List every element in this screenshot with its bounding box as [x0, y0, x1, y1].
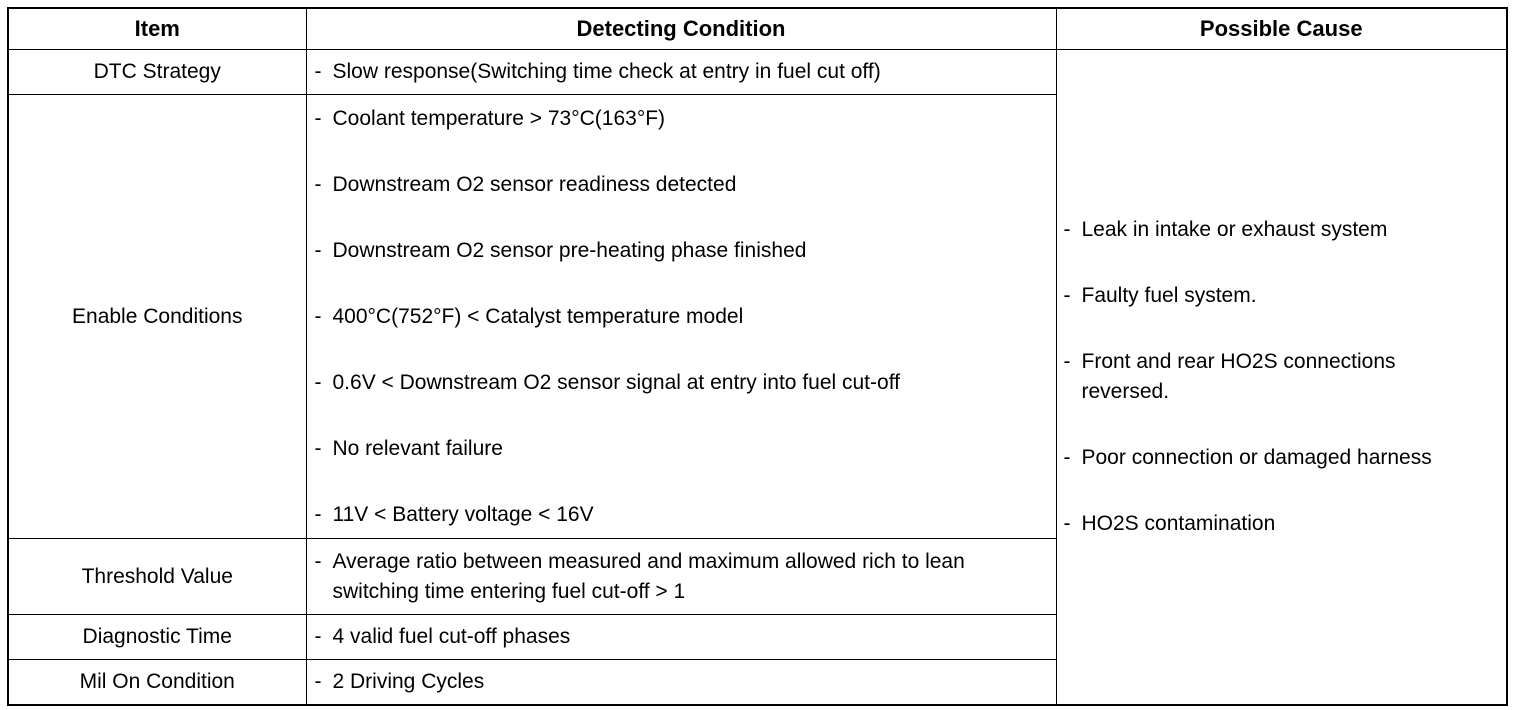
bullet-dash: -	[314, 549, 322, 573]
bullet-dash: -	[1063, 217, 1071, 241]
row-dtc-strategy	[8, 50, 1507, 95]
condition-line	[315, 236, 1056, 266]
bullet-dash: -	[314, 625, 322, 648]
cause-line	[1064, 443, 1507, 473]
condition-cell	[306, 615, 1056, 660]
possible-cause-cell	[1056, 50, 1507, 705]
condition-cell	[306, 95, 1056, 539]
bullet-dash: -	[314, 502, 322, 526]
header-possible-cause: Possible Cause	[1056, 8, 1507, 50]
bullet-dash: -	[1063, 511, 1071, 535]
bullet-dash: -	[1063, 445, 1071, 469]
item-dtc-strategy: DTC Strategy	[8, 50, 306, 95]
header-row	[8, 8, 1507, 50]
header-item: Item	[8, 8, 306, 50]
bullet-dash: -	[314, 669, 322, 693]
cause-text: Front and rear HO2S connections reversed.	[1081, 349, 1396, 403]
bullet-dash: -	[314, 370, 322, 394]
cause-line	[1064, 509, 1507, 539]
bullet-dash: -	[314, 106, 322, 130]
condition-line	[315, 368, 1056, 398]
bullet-dash: -	[314, 304, 322, 328]
bullet-dash: -	[1063, 283, 1071, 307]
cause-line	[1064, 347, 1507, 407]
condition-text: 11V < Battery voltage < 16V	[332, 502, 594, 526]
condition-cell	[306, 660, 1056, 705]
bullet-dash: -	[1063, 349, 1071, 373]
condition-line	[315, 57, 1056, 87]
item-diagnostic-time: Diagnostic Time	[8, 615, 306, 660]
cause-line	[1064, 281, 1507, 311]
cause-text: HO2S contamination	[1081, 511, 1276, 535]
condition-text: No relevant failure	[332, 436, 503, 460]
condition-line	[315, 667, 1056, 697]
condition-line	[315, 622, 1056, 652]
condition-line	[315, 547, 1056, 607]
cause-text: Poor connection or damaged harness	[1081, 445, 1432, 469]
header-detecting-condition: Detecting Condition	[306, 8, 1056, 50]
condition-text: 2 Driving Cycles	[332, 669, 485, 693]
condition-cell	[306, 539, 1056, 615]
condition-text: Slow response(Switching time check at entry in fuel cut off)	[332, 60, 881, 83]
bullet-dash: -	[314, 172, 322, 196]
cause-text: Leak in intake or exhaust system	[1081, 217, 1388, 241]
bullet-dash: -	[314, 60, 322, 83]
bullet-dash: -	[314, 436, 322, 460]
condition-line	[315, 500, 1056, 530]
condition-text: Average ratio between measured and maximum allowed rich to lean switching time entering fuel cut-off > 1	[332, 549, 965, 603]
condition-line	[315, 302, 1056, 332]
item-enable-conditions: Enable Conditions	[8, 95, 306, 539]
diagnostic-spec-table	[7, 7, 1508, 706]
condition-text: 400°C(752°F) < Catalyst temperature model	[332, 304, 744, 328]
condition-cell	[306, 50, 1056, 95]
cause-line	[1064, 215, 1507, 245]
condition-line	[315, 170, 1056, 200]
condition-text: Downstream O2 sensor readiness detected	[332, 172, 737, 196]
item-threshold-value: Threshold Value	[8, 539, 306, 615]
cause-text: Faulty fuel system.	[1081, 283, 1257, 307]
condition-line	[315, 104, 1056, 134]
condition-text: Coolant temperature > 73°C(163°F)	[332, 106, 666, 130]
bullet-dash: -	[314, 238, 322, 262]
condition-line	[315, 434, 1056, 464]
condition-text: 0.6V < Downstream O2 sensor signal at entry into fuel cut-off	[332, 370, 900, 394]
item-mil-on-condition: Mil On Condition	[8, 660, 306, 705]
condition-text: 4 valid fuel cut-off phases	[332, 625, 571, 648]
condition-text: Downstream O2 sensor pre-heating phase finished	[332, 238, 807, 262]
